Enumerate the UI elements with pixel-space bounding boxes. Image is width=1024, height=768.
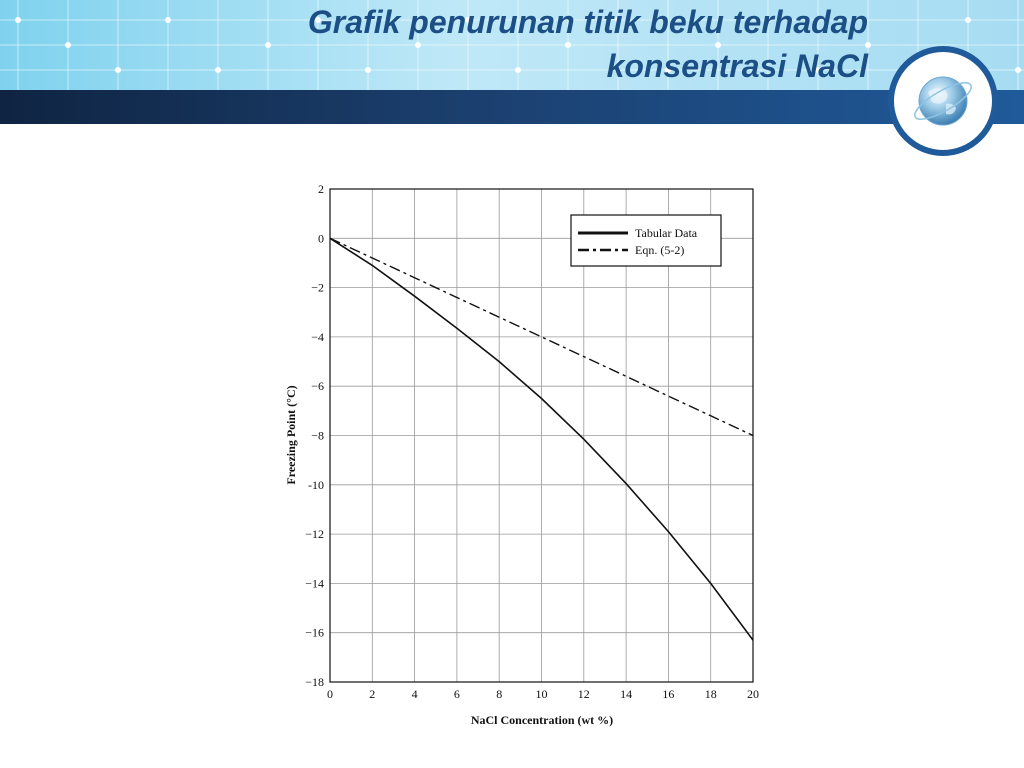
x-tick-label: 18 xyxy=(704,687,717,701)
y-tick-label: -10 xyxy=(308,477,324,492)
x-tick-label: 12 xyxy=(577,687,590,701)
y-tick-label: 2 xyxy=(318,182,324,196)
x-tick-label: 2 xyxy=(369,687,376,701)
y-tick-label: −8 xyxy=(311,428,324,443)
y-tick-label: −2 xyxy=(311,280,324,295)
y-tick-label: 0 xyxy=(318,231,324,246)
legend-box xyxy=(571,215,721,266)
y-tick-labels xyxy=(305,182,324,689)
x-axis-label: NaCl Concentration (wt %) xyxy=(470,713,614,727)
freezing-point-chart xyxy=(270,170,770,735)
x-tick-label: 6 xyxy=(453,687,460,701)
chart-legend xyxy=(571,215,721,266)
slide-title xyxy=(308,0,868,88)
legend-label-tabular: Tabular Data xyxy=(635,226,698,240)
y-tick-label: −12 xyxy=(305,527,324,542)
x-tick-label: 20 xyxy=(747,687,759,701)
x-tick-labels xyxy=(327,687,759,701)
y-tick-label: −4 xyxy=(311,329,324,344)
x-tick-label: 14 xyxy=(620,687,633,701)
y-tick-label: −18 xyxy=(305,675,324,689)
legend-label-eqn: Eqn. (5-2) xyxy=(635,243,685,257)
title-line-2: konsentrasi NaCl xyxy=(606,48,868,84)
x-tick-label: 8 xyxy=(496,687,503,701)
y-axis-label: Freezing Point (°C) xyxy=(284,385,298,485)
y-tick-label: −14 xyxy=(305,576,324,591)
navy-bar xyxy=(0,90,1024,124)
x-tick-label: 4 xyxy=(411,687,418,701)
x-tick-label: 16 xyxy=(662,687,675,701)
y-tick-label: −6 xyxy=(311,379,324,394)
x-tick-label: 0 xyxy=(327,687,333,701)
title-line-1: Grafik penurunan titik beku terhadap xyxy=(307,4,868,40)
y-tick-label: −16 xyxy=(305,625,324,640)
x-tick-label: 10 xyxy=(535,687,548,701)
globe-icon xyxy=(888,42,998,160)
